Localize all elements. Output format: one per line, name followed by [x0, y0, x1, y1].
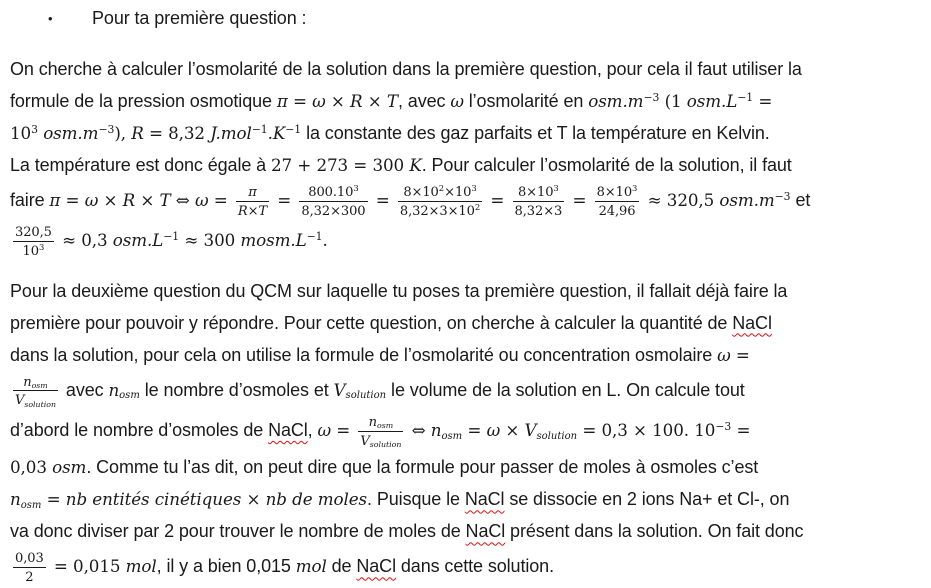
math-upright: × — [246, 489, 266, 510]
math-italic: R — [122, 189, 136, 210]
math-superscript: −3 — [643, 91, 660, 105]
math-upright: = 0,015 — [48, 556, 126, 577]
math-upright: × — [98, 189, 123, 210]
math-upright: 2 — [25, 570, 34, 586]
body-text: dans la solution, pour cela on utilise la formule de l’osmolarité ou concentration osmolaire — [10, 344, 718, 365]
math-variable-subscripted — [369, 415, 393, 430]
math-superscript: −1 — [251, 123, 268, 137]
math-upright: 8×10 — [403, 185, 439, 200]
fraction-denominator — [595, 202, 640, 220]
bullet-item — [48, 6, 925, 31]
text-line — [10, 371, 925, 411]
math-upright: 27 + 273 = 300 — [270, 155, 410, 175]
body-text: va donc diviser par 2 pour trouver le nombre de moles de — [10, 521, 466, 542]
paragraph — [10, 53, 925, 262]
body-text: Pour la deuxième question du QCM sur laquelle tu poses ta première question, il fallait déjà faire la — [10, 280, 788, 301]
math-subscript: osm — [20, 500, 42, 512]
math-variable-base: V — [15, 393, 25, 409]
math-italic: osm.m — [719, 189, 775, 210]
body-text: d’abord le nombre d’osmoles de — [10, 419, 269, 440]
body-text: . Comme tu l’as dit, on peut dire que la formule pour passer de moles à osmoles c’est — [86, 457, 759, 478]
math-italic: ω — [486, 419, 501, 440]
math-italic: .K — [267, 123, 286, 143]
math-upright: 10 — [22, 244, 39, 260]
fraction-denominator — [513, 202, 565, 220]
math-upright: = — [41, 489, 66, 510]
math-fraction — [358, 411, 403, 451]
math-upright: = — [287, 91, 313, 111]
fraction-numerator — [595, 183, 640, 202]
fraction-numerator — [513, 183, 565, 202]
math-variable-base: n — [368, 415, 377, 431]
math-upright: = — [462, 419, 487, 440]
math-upright: 10 — [10, 123, 32, 143]
math-fraction — [236, 181, 269, 221]
fraction-denominator — [236, 202, 269, 220]
math-italic: mol — [125, 556, 157, 577]
math-variable-subscripted — [108, 380, 139, 400]
fraction-numerator — [358, 413, 403, 432]
math-superscript: 3 — [31, 123, 38, 137]
fraction-denominator — [299, 202, 367, 220]
math-fraction — [13, 371, 58, 411]
math-italic: mosm.L — [240, 230, 307, 251]
text-line — [10, 339, 925, 371]
math-italic: K — [409, 155, 422, 175]
math-upright: ⇔ — [406, 419, 431, 440]
math-variable-base: V — [360, 433, 370, 449]
math-upright: 0,03 — [10, 457, 53, 478]
math-superscript: −1 — [737, 91, 754, 105]
math-fraction — [513, 181, 565, 221]
math-upright: 0,03 — [15, 551, 44, 567]
body-text: la constante des gaz parfaits et T la température en Kelvin. — [301, 123, 770, 143]
math-subscript: osm — [441, 430, 463, 442]
math-variable-subscripted — [334, 380, 387, 400]
text-line — [10, 85, 925, 117]
math-italic: ω — [84, 189, 99, 210]
math-italic: π — [276, 91, 288, 111]
body-text: formule de la pression osmotique — [10, 91, 277, 111]
math-upright: = — [60, 189, 85, 210]
math-upright: (1 — [659, 91, 687, 111]
text-line — [10, 181, 925, 221]
math-variable-base: V — [333, 379, 346, 400]
body-text: et — [790, 189, 811, 210]
math-italic: T — [386, 91, 398, 111]
fraction-numerator — [13, 223, 54, 242]
math-upright: × — [500, 419, 525, 440]
math-upright: = — [753, 91, 773, 111]
math-upright: 320,5 — [15, 225, 52, 241]
fraction-numerator — [13, 373, 58, 392]
math-upright: = — [331, 419, 356, 440]
text-line — [10, 515, 925, 547]
math-subscript: osm — [376, 421, 394, 431]
text-line — [10, 307, 925, 339]
math-upright: = — [730, 344, 750, 365]
math-upright: = — [272, 189, 297, 210]
misspelled-word: NaCl — [268, 419, 308, 440]
math-upright: × — [247, 203, 259, 219]
math-upright: × — [135, 189, 160, 210]
math-upright: 8,32×300 — [301, 203, 366, 219]
math-upright: = — [370, 189, 395, 210]
text-line — [10, 547, 925, 587]
fraction-denominator — [13, 242, 54, 260]
math-superscript: 2 — [474, 202, 481, 213]
math-italic: π — [49, 189, 61, 210]
math-upright: = 8,32 — [143, 123, 211, 143]
math-upright: × — [362, 91, 387, 111]
body-text: , — [307, 419, 318, 440]
math-upright: ≈ 0,3 — [56, 230, 113, 251]
math-subscript: solution — [24, 399, 57, 409]
misspelled-word: NaCl — [464, 489, 505, 510]
math-superscript: −1 — [285, 123, 302, 137]
body-text: , il y a bien 0,015 — [156, 556, 296, 577]
math-italic: R — [237, 203, 248, 219]
body-text: faire — [10, 189, 50, 210]
body-text: On cherche à calculer l’osmolarité de la solution dans la première question, pour cela il faut utiliser la — [10, 59, 802, 79]
math-upright: 8,32×3 — [514, 203, 563, 219]
fraction-denominator — [13, 568, 46, 586]
math-variable-subscripted — [360, 434, 401, 449]
math-upright: = 0,3 × 100. 10 — [577, 419, 716, 440]
math-upright: 8×10 — [596, 185, 633, 200]
body-text: se dissocie en 2 ions Na+ et Cl-, on — [504, 489, 790, 510]
math-superscript: 3 — [553, 183, 559, 194]
math-italic: osm.m — [588, 91, 644, 111]
math-italic: ω — [450, 91, 464, 111]
math-superscript: −3 — [98, 123, 115, 137]
fraction-numerator — [299, 183, 367, 202]
text-line — [10, 53, 925, 85]
math-italic: nb entités cinétiques — [65, 489, 247, 510]
math-upright: . — [322, 230, 328, 251]
body-text: La température est donc égale à — [10, 155, 271, 175]
math-italic: osm.m — [37, 123, 99, 143]
math-italic: R — [350, 91, 363, 111]
body-text: le nombre d’osmoles et — [139, 379, 334, 400]
math-italic: nb de moles — [265, 489, 368, 510]
math-variable-subscripted — [15, 393, 56, 408]
text-line — [10, 451, 925, 483]
fraction-denominator — [13, 391, 58, 409]
misspelled-word: NaCl — [356, 556, 396, 577]
math-italic: R — [131, 123, 144, 143]
body-text: . Pour calculer l’osmolarité de la solution, il faut — [421, 155, 792, 175]
math-fraction — [595, 181, 640, 221]
math-variable-subscripted — [23, 375, 47, 390]
math-fraction — [299, 181, 367, 221]
text-line — [10, 221, 925, 261]
math-variable-base: V — [524, 419, 537, 440]
math-upright: × — [325, 91, 351, 111]
text-line — [10, 275, 925, 307]
math-italic: π — [248, 185, 257, 200]
text-line — [10, 149, 925, 181]
body-text: , avec — [397, 91, 451, 111]
math-italic: T — [159, 189, 171, 210]
math-superscript: 3 — [632, 183, 638, 194]
math-upright: = — [567, 189, 592, 210]
math-subscript: osm — [31, 380, 48, 390]
math-italic: T — [258, 203, 268, 219]
text-line — [10, 117, 925, 149]
text-line — [10, 411, 925, 451]
math-upright: 8×10 — [517, 185, 554, 200]
body-text: Pour ta première question : — [92, 8, 307, 28]
body-text: avec — [61, 379, 109, 400]
math-variable-subscripted — [431, 420, 462, 440]
math-variable-subscripted — [524, 420, 577, 440]
math-superscript: 3 — [38, 242, 45, 253]
math-variable-base: n — [10, 489, 21, 510]
math-upright: 24,96 — [598, 203, 636, 219]
math-fraction — [13, 221, 54, 261]
math-upright: = — [485, 189, 510, 210]
fraction-numerator — [236, 183, 269, 202]
body-text: dans cette solution. — [395, 556, 554, 577]
math-superscript: −1 — [163, 230, 180, 244]
math-superscript: 2 — [438, 183, 445, 194]
math-variable-subscripted — [10, 489, 42, 512]
math-superscript: −3 — [715, 420, 732, 434]
math-italic: ω — [317, 419, 332, 440]
paragraphs — [10, 53, 925, 588]
math-upright: ≈ 320,5 — [642, 189, 720, 210]
math-superscript: 3 — [353, 183, 359, 194]
math-subscript: solution — [345, 390, 387, 402]
body-text: . Puisque le — [367, 489, 465, 510]
fraction-numerator — [13, 549, 46, 568]
math-superscript: −1 — [306, 230, 323, 244]
bullet-icon: • — [48, 11, 53, 26]
math-upright: ), — [114, 123, 132, 143]
fraction-numerator — [398, 183, 482, 202]
misspelled-word: NaCl — [465, 521, 506, 542]
math-italic: J.mol — [210, 123, 252, 143]
math-variable-base: n — [23, 374, 32, 390]
math-italic: osm.L — [686, 91, 738, 111]
body-text: première pour pouvoir y répondre. Pour cette question, on cherche à calculer la quantité de — [10, 312, 733, 333]
math-upright: 800.10 — [308, 185, 354, 200]
math-italic: ω — [194, 189, 209, 210]
math-upright: ×10 — [444, 185, 472, 200]
math-fraction — [13, 547, 46, 587]
math-italic: osm.L — [112, 230, 164, 251]
text-line — [10, 483, 925, 515]
fraction-denominator — [398, 202, 482, 220]
math-upright: = — [208, 189, 233, 210]
math-upright: ⇔ — [170, 189, 195, 210]
math-subscript: solution — [536, 430, 578, 442]
math-fraction — [398, 181, 482, 221]
math-italic: mol — [295, 556, 327, 577]
math-superscript: 3 — [471, 183, 477, 194]
body-text: présent dans la solution. On fait donc — [505, 521, 804, 542]
math-variable-base: n — [430, 419, 442, 440]
fraction-denominator — [358, 432, 403, 450]
math-variable-base: n — [108, 379, 120, 400]
math-italic: ω — [717, 344, 731, 365]
math-upright: ≈ 300 — [179, 230, 241, 251]
math-italic: ω — [312, 91, 326, 111]
math-superscript: −3 — [774, 189, 791, 203]
misspelled-word: NaCl — [732, 312, 772, 333]
body-text: l’osmolarité en — [463, 91, 589, 111]
math-upright: = — [731, 419, 751, 440]
paragraph — [10, 275, 925, 588]
math-subscript: osm — [119, 390, 140, 402]
body-text: de — [326, 556, 357, 577]
math-subscript: solution — [369, 439, 402, 449]
math-upright: 8,32×3×10 — [399, 203, 475, 219]
body-text: le volume de la solution en L. On calcule tout — [386, 379, 745, 400]
bullet-item-text — [92, 8, 306, 28]
math-italic: osm — [52, 457, 87, 478]
